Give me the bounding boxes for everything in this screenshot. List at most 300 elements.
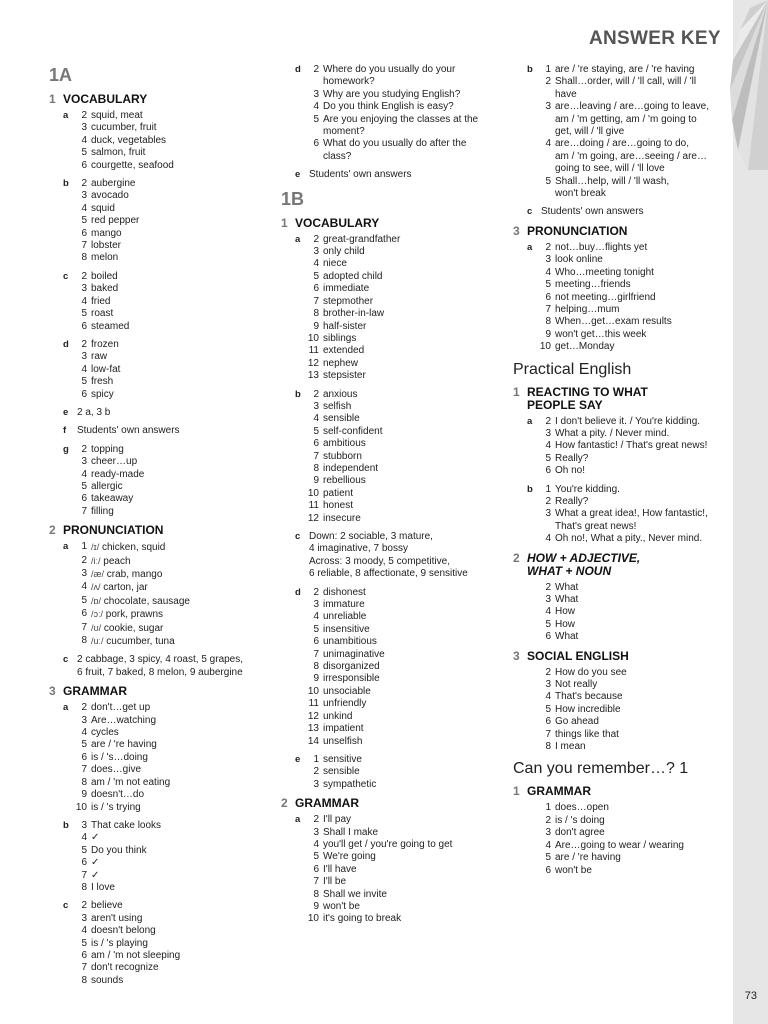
answer-text: melon (91, 252, 119, 264)
exercise-part (513, 416, 728, 478)
answer-text: /ɪ/ chicken, squid (91, 542, 166, 554)
answer-text: filling (91, 505, 114, 517)
answer-number: 2 (313, 586, 319, 598)
answer-text: unfriendly (323, 698, 367, 710)
part-letter: a (63, 541, 69, 553)
answer-text: raw (91, 351, 108, 363)
answer-text: ✓ (91, 857, 100, 869)
exercise-part (49, 271, 269, 333)
answer-number: 8 (545, 316, 551, 328)
answer-text: cucumber, fruit (91, 122, 157, 134)
section-label: PRONUNCIATION (527, 223, 628, 238)
answer-line (281, 766, 501, 778)
answer-number: 5 (81, 480, 87, 492)
answer-text: /ʊ/ cookie, sugar (91, 622, 164, 634)
answer-line (281, 234, 501, 246)
answer-text: allergic (91, 480, 123, 492)
answer-number: 8 (313, 888, 319, 900)
answer-number: 5 (545, 175, 551, 187)
exercise-part (49, 444, 269, 518)
answer-line (281, 686, 501, 698)
exercise-part (49, 702, 269, 814)
answer-line (49, 635, 269, 648)
answer-text: mango (91, 227, 122, 239)
answer-number: 9 (81, 789, 87, 801)
section-label: GRAMMAR (527, 784, 591, 799)
answer-line (281, 673, 501, 685)
answer-number: 3 (313, 778, 319, 790)
answer-line (281, 451, 501, 463)
answer-line (513, 101, 728, 113)
answer-text: What (555, 631, 579, 643)
answer-number: 1 (545, 483, 551, 495)
answer-number: 14 (307, 735, 319, 747)
answer-text: duck, vegetables (91, 134, 167, 146)
answer-line (281, 611, 501, 623)
section-number: 3 (513, 648, 520, 663)
answer-line (513, 76, 728, 88)
answer-line (513, 341, 728, 353)
answer-text: How do you see (555, 666, 627, 678)
answer-number: 6 (545, 716, 551, 728)
answer-text: steamed (91, 320, 130, 332)
answer-text: Do you think (91, 844, 147, 856)
answer-number: 3 (313, 599, 319, 611)
answer-line (281, 723, 501, 735)
answer-text: are…doing / are…going to do, (555, 138, 689, 150)
answer-number: 2 (81, 270, 87, 282)
answer-text: What do you usually do after the (323, 138, 467, 150)
answer-number: 3 (81, 714, 87, 726)
answer-line (281, 333, 501, 345)
answer-line (49, 541, 269, 554)
exercise-part (513, 667, 728, 754)
answer-line (49, 608, 269, 621)
answer-number: 5 (545, 279, 551, 291)
part-letter: a (63, 702, 69, 714)
exercise-part (281, 64, 501, 163)
exercise-part (513, 484, 728, 546)
part-letter: a (527, 241, 533, 253)
answer-line (49, 178, 269, 190)
answer-text: lobster (91, 240, 122, 252)
answer-line (513, 279, 728, 291)
answer-text: nephew (323, 357, 359, 369)
answer-text: /ʌ/ carton, jar (91, 582, 148, 594)
answer-continuation: That's great news! (555, 520, 637, 532)
answer-number: 10 (75, 801, 87, 813)
answer-number: 2 (81, 900, 87, 912)
answer-line (281, 389, 501, 401)
answer-text: unsociable (323, 685, 371, 697)
answer-number: 2 (81, 554, 87, 566)
answer-text: Students' own answers (541, 206, 644, 218)
phonetic-symbol: /ɒ/ (91, 595, 102, 606)
answer-text: takeaway (91, 493, 134, 505)
answer-text: don't…get up (91, 702, 151, 714)
answer-continuation: get, will / 'll give (555, 126, 625, 138)
answer-number: 3 (81, 568, 87, 579)
exercise-part (513, 206, 728, 218)
answer-line (281, 246, 501, 258)
answer-text: I'll have (323, 863, 357, 875)
answer-line (49, 339, 269, 351)
section-label: SOCIAL ENGLISH (527, 648, 629, 663)
answer-line (513, 416, 728, 428)
answer-line (49, 444, 269, 456)
answer-number: 3 (545, 508, 551, 520)
answer-text: won't be (555, 864, 592, 876)
answer-text: it's going to break (323, 913, 402, 925)
answer-number: 5 (545, 452, 551, 464)
answer-line (281, 426, 501, 438)
phonetic-symbol: /iː/ (91, 555, 101, 566)
answer-line (513, 329, 728, 341)
answer-line (281, 587, 501, 599)
answer-number: 3 (81, 351, 87, 363)
answer-continuation: going to see, will / 'll love (555, 163, 665, 175)
answer-line (513, 242, 728, 254)
answer-number: 4 (81, 727, 87, 739)
answer-line (281, 827, 501, 839)
answer-text: am / 'm not eating (91, 776, 171, 788)
answer-text: stubborn (323, 450, 362, 462)
answer-continuation: won't break (555, 188, 606, 200)
right-column (513, 64, 728, 883)
answer-line (49, 802, 269, 814)
section-number: 1 (49, 92, 56, 106)
answer-line (281, 413, 501, 425)
exercise-part (49, 178, 269, 265)
answer-text: Who…meeting tonight (555, 266, 654, 278)
answer-line (281, 500, 501, 512)
answer-text: Really? (555, 452, 589, 464)
answer-line (49, 975, 269, 987)
answer-line (513, 619, 728, 631)
answer-text: don't agree (555, 827, 605, 839)
answer-number: 4 (81, 295, 87, 307)
phonetic-symbol: /uː/ (91, 636, 104, 647)
answer-number: 7 (313, 450, 319, 462)
answer-text: doesn't…do (91, 789, 145, 801)
answer-number: 9 (313, 673, 319, 685)
answer-number: 5 (81, 215, 87, 227)
answer-line (281, 814, 501, 826)
answer-number: 7 (81, 764, 87, 776)
answer-number: 6 (545, 631, 551, 643)
answer-line (513, 594, 728, 606)
answer-text: impatient (323, 723, 364, 735)
answer-text: fried (91, 295, 111, 307)
section-heading (513, 225, 728, 238)
answer-number: 7 (545, 303, 551, 315)
answer-text: insecure (323, 512, 361, 524)
part-letter: d (63, 338, 69, 350)
answer-line (49, 190, 269, 202)
answer-text: disorganized (323, 661, 380, 673)
answer-number: 2 (81, 443, 87, 455)
answer-line (281, 513, 501, 525)
answer-line (281, 599, 501, 611)
answer-number: 6 (81, 857, 87, 869)
answer-number: 5 (81, 844, 87, 856)
exercise-part (49, 900, 269, 987)
answer-number: 3 (545, 101, 551, 113)
answer-number: 2 (313, 64, 319, 75)
answer-line (49, 938, 269, 950)
answer-number: 2 (545, 814, 551, 826)
exercise-part (49, 541, 269, 648)
answer-line (281, 308, 501, 320)
answer-line (513, 827, 728, 839)
answer-number: 9 (313, 900, 319, 912)
section-number: 2 (513, 550, 520, 565)
answer-text: 6 fruit, 7 baked, 8 melon, 9 aubergine (77, 666, 243, 678)
answer-line (281, 488, 501, 500)
section-number: 1 (513, 784, 520, 799)
answer-number: 7 (313, 648, 319, 660)
answer-line (513, 815, 728, 827)
answer-number: 2 (81, 338, 87, 350)
answer-number: 4 (313, 413, 319, 425)
answer-line (513, 453, 728, 465)
answer-line (49, 283, 269, 295)
section-heading (281, 797, 501, 810)
answer-text: extended (323, 345, 365, 357)
answer-number: 3 (313, 246, 319, 258)
answer-line (281, 736, 501, 748)
answer-text: is / 's…doing (91, 751, 148, 763)
answer-text: /ɒ/ chocolate, sausage (91, 595, 190, 607)
answer-text: is / 's playing (91, 937, 148, 949)
answer-number: 7 (81, 240, 87, 252)
answer-number: 8 (313, 308, 319, 320)
answer-line (513, 176, 728, 188)
answer-continuation: homework? (323, 76, 375, 88)
answer-text: /uː/ cucumber, tuna (91, 636, 175, 648)
answer-text: That cake looks (91, 819, 162, 831)
answer-number: 10 (307, 913, 319, 925)
answer-line (49, 493, 269, 505)
answer-line (281, 913, 501, 925)
answer-line (513, 292, 728, 304)
answer-text: Are…going to wear / wearing (555, 839, 684, 851)
answer-text: unimaginative (323, 648, 385, 660)
phonetic-symbol: /æ/ (91, 569, 105, 579)
phonetic-symbol: /ɔː/ (91, 609, 104, 620)
answer-text: /ɔː/ pork, prawns (91, 609, 164, 621)
part-letter: d (295, 586, 301, 598)
answer-number: 3 (545, 427, 551, 439)
answer-continuation: am / 'm going, are…seeing / are… (555, 150, 707, 162)
section-number: 1 (513, 384, 520, 399)
answer-number: 3 (313, 400, 319, 412)
exercise-part (281, 754, 501, 791)
answer-number: 4 (313, 258, 319, 270)
unit-heading: 1A (49, 65, 73, 85)
answer-line (281, 64, 501, 76)
answer-line (513, 316, 728, 328)
section-heading (513, 386, 728, 412)
answer-text: Students' own answers (309, 169, 412, 181)
answer-text: sensible (323, 413, 360, 425)
answer-number: 2 (545, 666, 551, 678)
answer-number: 4 (81, 832, 87, 844)
answer-text: Shall we invite (323, 888, 387, 900)
answer-text: Students' own answers (77, 425, 180, 437)
answer-number: 3 (81, 912, 87, 924)
answer-line (281, 779, 501, 791)
answer-line (49, 469, 269, 481)
answer-number: 2 (81, 702, 87, 714)
answer-line (281, 698, 501, 710)
answer-line (49, 122, 269, 134)
answer-number: 3 (81, 122, 87, 134)
section-number: 2 (49, 523, 56, 538)
answer-text: 2 cabbage, 3 spicy, 4 roast, 5 grapes, (77, 654, 244, 666)
answer-number: 6 (81, 388, 87, 400)
answer-line (49, 913, 269, 925)
answer-number: 6 (313, 863, 319, 875)
answer-text: You're kidding. (555, 483, 620, 495)
answer-line (49, 296, 269, 308)
answer-number: 5 (545, 618, 551, 630)
answer-text: won't be (323, 900, 360, 912)
answer-line (281, 89, 501, 101)
answer-number: 4 (545, 839, 551, 851)
answer-line (49, 845, 269, 857)
answer-number: 6 (81, 608, 87, 620)
answer-line (49, 215, 269, 227)
answer-line (49, 752, 269, 764)
part-letter: a (295, 814, 301, 826)
answer-text: When…get…exam results (555, 316, 672, 328)
answer-number: 3 (545, 827, 551, 839)
answer-number: 6 (81, 227, 87, 239)
answer-number: 2 (545, 415, 551, 427)
answer-text: stepmother (323, 295, 374, 307)
section-heading (281, 217, 501, 230)
answer-number: 9 (313, 475, 319, 487)
left-column (49, 64, 269, 993)
answer-continuation: moment? (323, 126, 365, 138)
answer-line (281, 661, 501, 673)
answer-text: not…buy…flights yet (555, 241, 648, 253)
answer-text: spicy (91, 388, 114, 400)
answer-text: Shall…order, will / 'll call, will / 'll (555, 76, 697, 88)
answer-text: boiled (91, 270, 118, 282)
answer-text: Oh no! (555, 465, 586, 477)
part-letter: g (63, 443, 69, 455)
answer-text: What a pity. / Never mind. (555, 427, 670, 439)
answer-line (49, 595, 269, 608)
answer-text: are / 're having (555, 852, 621, 864)
answer-number: 6 (545, 465, 551, 477)
answer-number: 2 (313, 388, 319, 400)
answer-number: 5 (81, 308, 87, 320)
part-letter: a (63, 110, 69, 121)
section-label: GRAMMAR (63, 684, 127, 699)
answer-number: 12 (307, 357, 319, 369)
answer-text: How (555, 618, 576, 630)
answer-text: are / 're having (91, 739, 157, 751)
answer-number: 7 (81, 962, 87, 974)
section-number: 1 (281, 215, 288, 230)
answer-text: niece (323, 258, 347, 270)
answer-line (281, 839, 501, 851)
answer-text: aubergine (91, 178, 136, 190)
answer-line (49, 581, 269, 594)
answer-text: sensible (323, 766, 360, 778)
answer-text: What (555, 594, 579, 605)
answer-text: baked (91, 283, 119, 295)
section-label: GRAMMAR (295, 796, 359, 811)
answer-text: Do you think English is easy? (323, 101, 454, 113)
answer-number: 4 (545, 138, 551, 150)
answer-text: dishonest (323, 586, 366, 598)
answer-line (49, 702, 269, 714)
part-letter: c (527, 206, 533, 218)
answer-text: courgette, seafood (91, 159, 174, 171)
answer-number: 3 (81, 190, 87, 202)
answer-line (281, 321, 501, 333)
answer-number: 5 (81, 594, 87, 606)
answer-line (49, 715, 269, 727)
answer-number: 6 (81, 159, 87, 171)
answer-text: avocado (91, 190, 129, 202)
answer-number: 11 (308, 698, 319, 710)
answer-text: Not really (555, 679, 598, 691)
answer-text: don't recognize (91, 962, 159, 974)
answer-text: How (555, 606, 576, 618)
answer-line (513, 64, 728, 76)
section-heading (49, 685, 269, 698)
answer-number: 4 (313, 101, 319, 113)
answer-continuation: am / 'm getting, am / 'm going to (555, 113, 697, 125)
answer-line (281, 370, 501, 382)
answer-number: 4 (545, 533, 551, 545)
section-title: Can you remember…? 1 (513, 760, 689, 778)
answer-number: 6 (313, 138, 319, 150)
answer-number: 7 (313, 295, 319, 307)
answer-number: 7 (81, 505, 87, 517)
answer-text: Are…watching (91, 714, 157, 726)
phonetic-symbol: /ʌ/ (91, 582, 101, 593)
answer-line (49, 622, 269, 635)
answer-text: Really? (555, 495, 589, 507)
answer-text: /iː/ peach (91, 555, 131, 567)
answer-number: 6 (81, 493, 87, 505)
answer-number: 4 (81, 581, 87, 593)
answer-line (513, 667, 728, 679)
answer-line (513, 304, 728, 316)
answer-number: 5 (81, 147, 87, 159)
answer-text: sensitive (323, 753, 362, 765)
answer-number: 13 (307, 723, 319, 735)
section-number: 3 (513, 223, 520, 238)
answer-line (49, 389, 269, 401)
answer-line (49, 820, 269, 832)
answer-line (513, 440, 728, 452)
answer-line (281, 624, 501, 636)
answer-number: 8 (81, 776, 87, 788)
answer-number: 7 (81, 621, 87, 633)
answer-text: unreliable (323, 611, 367, 623)
answer-text: independent (323, 462, 379, 474)
answer-line (49, 900, 269, 912)
exercise-part (281, 814, 501, 926)
answer-text: Across: 3 moody, 5 competitive, (309, 555, 450, 567)
